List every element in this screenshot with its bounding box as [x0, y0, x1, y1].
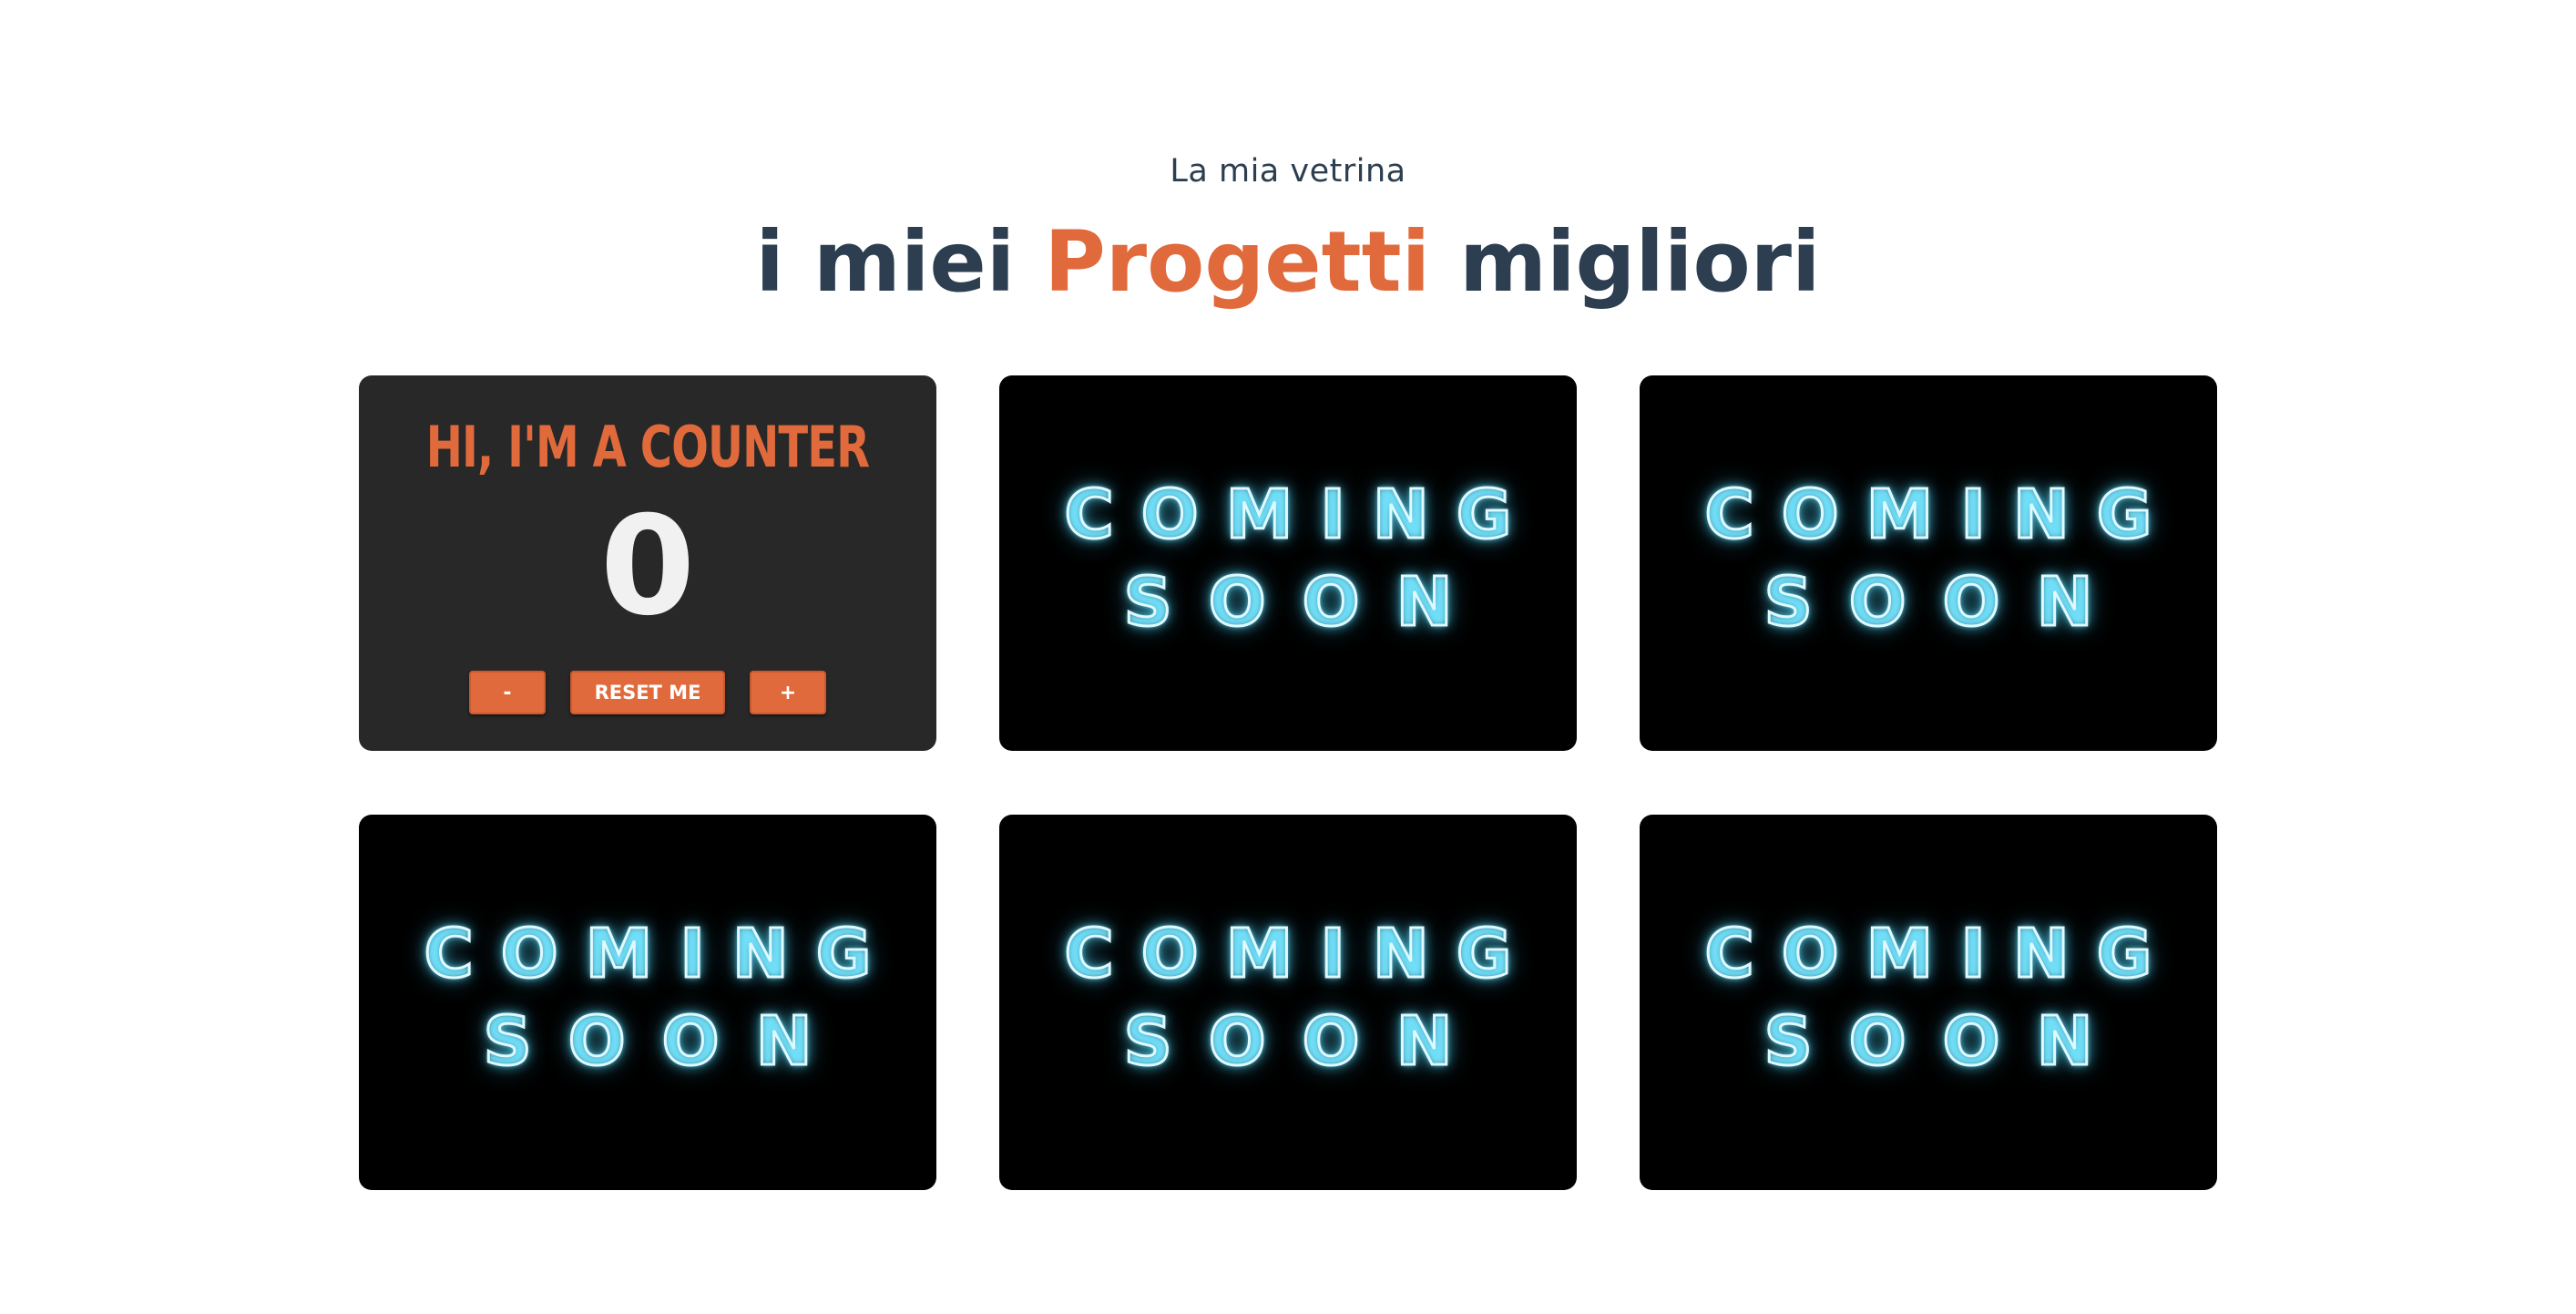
counter-project-card[interactable]	[359, 375, 936, 751]
coming-soon-line1: COMING	[1064, 915, 1539, 993]
coming-soon-card[interactable]	[1640, 375, 2217, 751]
title-prefix: i miei	[755, 213, 1045, 311]
section-title	[0, 208, 2576, 317]
decrement-button[interactable]: -	[469, 671, 546, 714]
coming-soon-line1: COMING	[1704, 915, 2180, 993]
coming-soon-line2: SOON	[1763, 563, 2130, 642]
coming-soon-line1: COMING	[1704, 476, 2180, 554]
coming-soon-line2: SOON	[1123, 1002, 1489, 1081]
reset-button[interactable]: RESET ME	[570, 671, 725, 714]
counter-controls	[359, 671, 936, 714]
counter-value: 0	[599, 488, 696, 646]
coming-soon-card[interactable]	[1640, 815, 2217, 1190]
coming-soon-line2: SOON	[1763, 1002, 2130, 1081]
coming-soon-line2: SOON	[483, 1002, 849, 1081]
projects-grid	[359, 375, 2217, 1190]
title-accent: Progetti	[1044, 213, 1431, 311]
coming-soon-card[interactable]	[999, 815, 1577, 1190]
coming-soon-line2: SOON	[1123, 563, 1489, 642]
counter-title: HI, I'M A COUNTER	[425, 414, 870, 480]
coming-soon-card[interactable]	[359, 815, 936, 1190]
section-eyebrow: La mia vetrina	[1170, 153, 1406, 190]
coming-soon-line1: COMING	[1064, 476, 1539, 554]
increment-button[interactable]: +	[750, 671, 826, 714]
coming-soon-line1: COMING	[424, 915, 899, 993]
title-suffix: migliori	[1430, 213, 1821, 311]
coming-soon-card[interactable]	[999, 375, 1577, 751]
